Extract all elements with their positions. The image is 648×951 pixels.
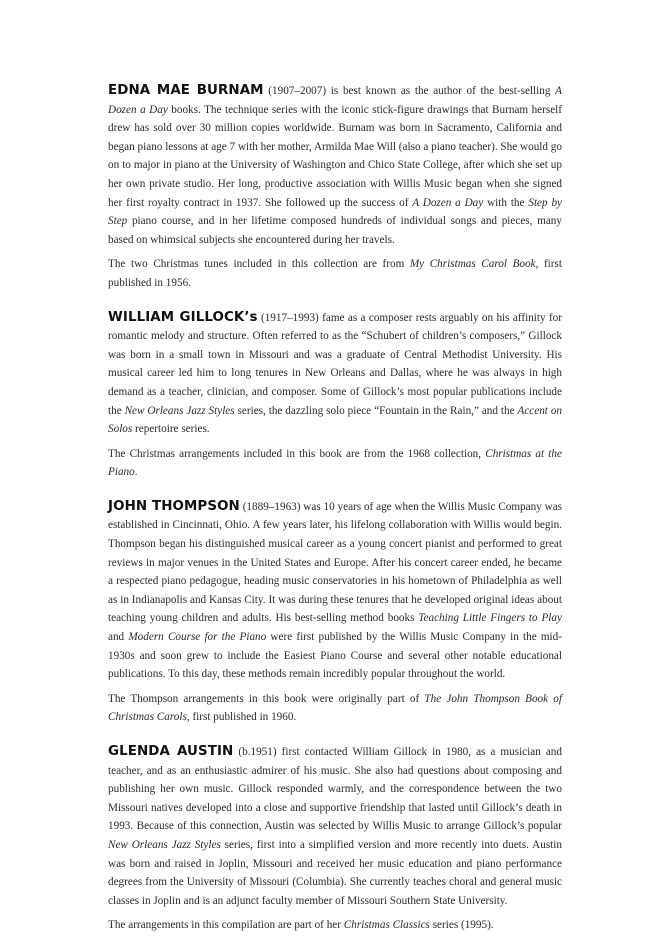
text-run: (b.1951) first contacted William Gillock in 1980, as a musician and teacher, and as an enthusiastic admirer of his music. She also had questions about composing and publishing her own music. Gillock responded warmly, and the correspondence between the two Missouri natives developed into a close and supportive friendship that lasted until Gillock’s death in 1993. Because of this connection, Austin was selected by Willis Music to arrange Gillock’s popular	[108, 746, 562, 833]
collection-note	[108, 255, 562, 292]
text-run: , first published in 1956.	[108, 258, 562, 289]
text-run: series, the dazzling solo piece “Fountain in the Rain,” and the	[234, 404, 518, 417]
collection-note	[108, 445, 562, 482]
text-run: The Christmas arrangements included in this book are from the 1968 collection,	[108, 447, 486, 460]
bio-paragraph	[108, 82, 562, 249]
italic-title: Christmas at the Piano	[108, 447, 562, 479]
text-run: (1917–1993) fame as a composer rests arguably on his affinity for romantic melody and structure. Often referred to as the “Schubert of children’s composers,” Gillock was born in a small town in Missouri and was a graduate of Central Methodist University. His musical career led him to long tenures in New Orleans and Dallas, where he was always in high demand as a teacher, clinician, and composer. Some of Gillock’s most popular publications include the	[108, 311, 562, 417]
text-run: with the	[483, 196, 529, 209]
italic-title: Teaching Little Fingers to Play	[418, 612, 562, 625]
italic-title: A Dozen a Day	[412, 196, 484, 209]
italic-title: My Christmas Carol Book	[409, 258, 536, 271]
italic-title: Step by Step	[108, 196, 563, 228]
text-run: (1889–1963) was 10 years of age when the Willis Music Company was established in Cincinnati, Ohio. A few years later, his lifelong collaboration with Willis would begin. Thompson began his distinguished musical career as a young concert pianist and performed to great reviews in major venues in the United States and Europe. After his concert career ended, he became a respected piano pedagogue, heading music conservatories in his hometown of Philadelphia as well as in Indianapolis and Kansas City. It was during these tenures that he developed original ideas about teaching young children and adults. His best-selling method books	[108, 500, 563, 625]
text-run: The two Christmas tunes included in this collection are from	[108, 258, 410, 271]
text-run: and	[108, 631, 129, 644]
paragraph-text	[108, 693, 562, 724]
italic-title: Modern Course for the Piano	[128, 631, 267, 644]
collection-note	[108, 690, 562, 727]
italic-title: New Orleans Jazz Styles	[108, 838, 221, 851]
paragraph-text	[108, 85, 562, 246]
paragraph-text	[108, 919, 494, 931]
text-run: were first published by the Willis Music Company in the mid-1930s and soon grew to include the Easiest Piano Course and several other notable educational publications. To this day, these methods remain incredibly popular throughout the world.	[108, 631, 562, 681]
bio-paragraph	[108, 498, 562, 684]
section-austin	[108, 743, 562, 935]
text-run: books. The technique series with the iconic stick-figure drawings that Burnam herself drew has sold over 30 million copies worldwide. Burnam was born in Sacramento, California and began piano lessons at age 7 with her mother, Armilda Mae Will (also a piano teacher). She would go on to major in piano at the University of Washington and Chico State College, after which she set up her own private studio. Her long, productive association with Willis Music began when she signed her first royalty contract in 1937. She followed up the success of	[108, 103, 563, 209]
paragraph-text	[108, 498, 563, 681]
biographies-page	[108, 82, 562, 951]
composer-name: EDNA MAE BURNAM	[108, 83, 264, 98]
text-run: .	[134, 466, 138, 479]
italic-title: New Orleans Jazz Styles	[124, 404, 235, 417]
italic-title: Accent on Solos	[108, 404, 563, 436]
bio-paragraph	[108, 743, 562, 910]
section-burnam	[108, 82, 562, 293]
text-run: The Thompson arrangements in this book were originally part of	[108, 692, 425, 705]
paragraph-text	[108, 448, 562, 479]
composer-name: JOHN THOMPSON	[108, 498, 240, 514]
italic-title: A Dozen a Day	[108, 85, 562, 116]
paragraph-text	[108, 309, 563, 436]
collection-note	[108, 916, 562, 935]
italic-title: The John Thompson Book of Christmas Carols	[108, 692, 563, 724]
paragraph-text	[108, 258, 562, 289]
composer-name: GLENDA AUSTIN	[108, 744, 234, 759]
text-run: The arrangements in this compilation are part of her	[108, 919, 344, 932]
text-run: (1907–2007) is best known as the author of the best-selling	[263, 85, 556, 97]
paragraph-text	[108, 746, 562, 907]
composer-name: WILLIAM GILLOCK’s	[108, 309, 258, 325]
text-run: , first published in 1960.	[186, 711, 297, 724]
section-gillock	[108, 309, 562, 482]
section-thompson	[108, 498, 562, 727]
text-run: series (1995).	[429, 919, 494, 932]
bio-paragraph	[108, 309, 562, 439]
italic-title: Christmas Classics	[343, 919, 430, 932]
text-run: repertoire series.	[132, 423, 210, 436]
text-run: series, first into a simplified version and more recently into duets. Austin was born and raised in Joplin, Missouri and received her music education and piano performance degrees from the University of Missouri (Columbia). She currently teaches choral and general music classes in Joplin and is an adjunct faculty member of Missouri Southern State University.	[108, 838, 562, 907]
text-run: piano course, and in her lifetime composed hundreds of individual songs and pieces, many based on whimsical subjects she encountered during her travels.	[108, 215, 562, 246]
